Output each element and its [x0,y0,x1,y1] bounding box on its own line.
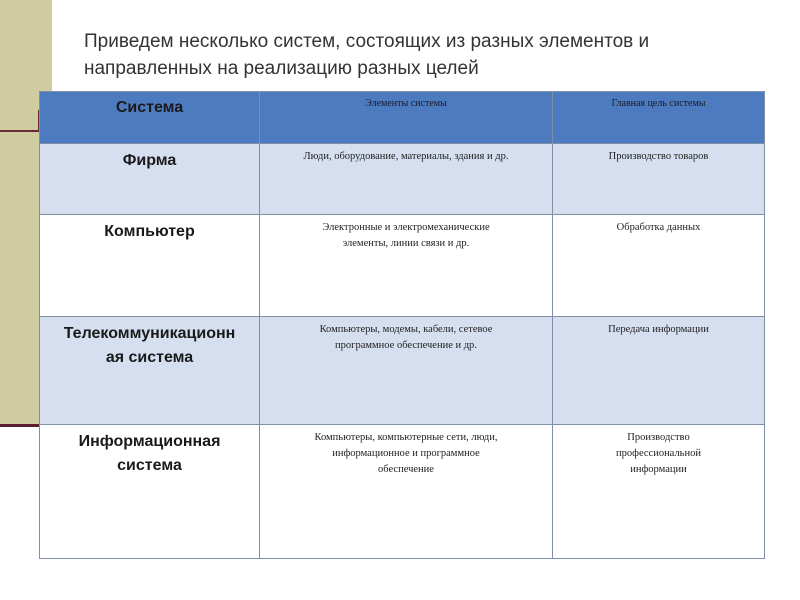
slide-title-line-1: Приведем несколько систем, состоящих из разных элементов и [84,31,650,52]
cell-system [40,215,260,317]
slide-title-line-2: направленных на реализацию разных целей [84,58,479,79]
system-name-line: ая система [105,349,194,366]
system-name-line: Информационная [78,433,221,450]
table-row [40,425,765,559]
system-name-line: Телекоммуникационн [63,325,236,342]
cell-elements [260,144,553,215]
system-elements: Люди, оборудование, материалы, здания и др. [303,151,509,162]
table-header-row [40,92,765,144]
decorative-line-top [0,130,40,132]
cell-goal [553,144,765,215]
cell-goal [553,215,765,317]
header-system-label: Система [115,99,184,116]
system-goal: Передача информации [608,324,709,335]
system-elements-line: Электронные и электромеханические [322,222,490,233]
system-goal-line: информации [630,464,687,475]
system-elements-line: элементы, линии связи и др. [342,238,470,249]
systems-table [39,91,765,559]
cell-system [40,144,260,215]
system-goal: Обработка данных [616,222,701,233]
header-cell-goal [553,92,765,144]
system-name: Фирма [122,152,177,169]
cell-elements [260,215,553,317]
table-row [40,144,765,215]
header-goal-label: Главная цель системы [611,98,706,109]
system-goal-line: профессиональной [616,448,701,459]
cell-elements [260,317,553,425]
system-elements-line: обеспечение [378,464,434,475]
system-elements-line: Компьютеры, компьютерные сети, люди, [314,432,498,443]
system-elements-line: Компьютеры, модемы, кабели, сетевое [319,324,493,335]
table-row [40,215,765,317]
system-elements-line: информационное и программное [332,448,480,459]
cell-elements [260,425,553,559]
cell-system [40,425,260,559]
slide-title [84,28,764,82]
cell-goal [553,425,765,559]
table-row [40,317,765,425]
header-cell-system [40,92,260,144]
cell-goal [553,317,765,425]
system-goal-line: Производство [627,432,690,443]
system-goal: Производство товаров [608,151,709,162]
cell-system [40,317,260,425]
system-name-line: система [117,457,182,474]
header-elements-label: Элементы системы [365,98,447,109]
header-cell-elements [260,92,553,144]
system-elements-line: программное обеспечение и др. [335,340,477,351]
system-name: Компьютер [104,223,195,240]
